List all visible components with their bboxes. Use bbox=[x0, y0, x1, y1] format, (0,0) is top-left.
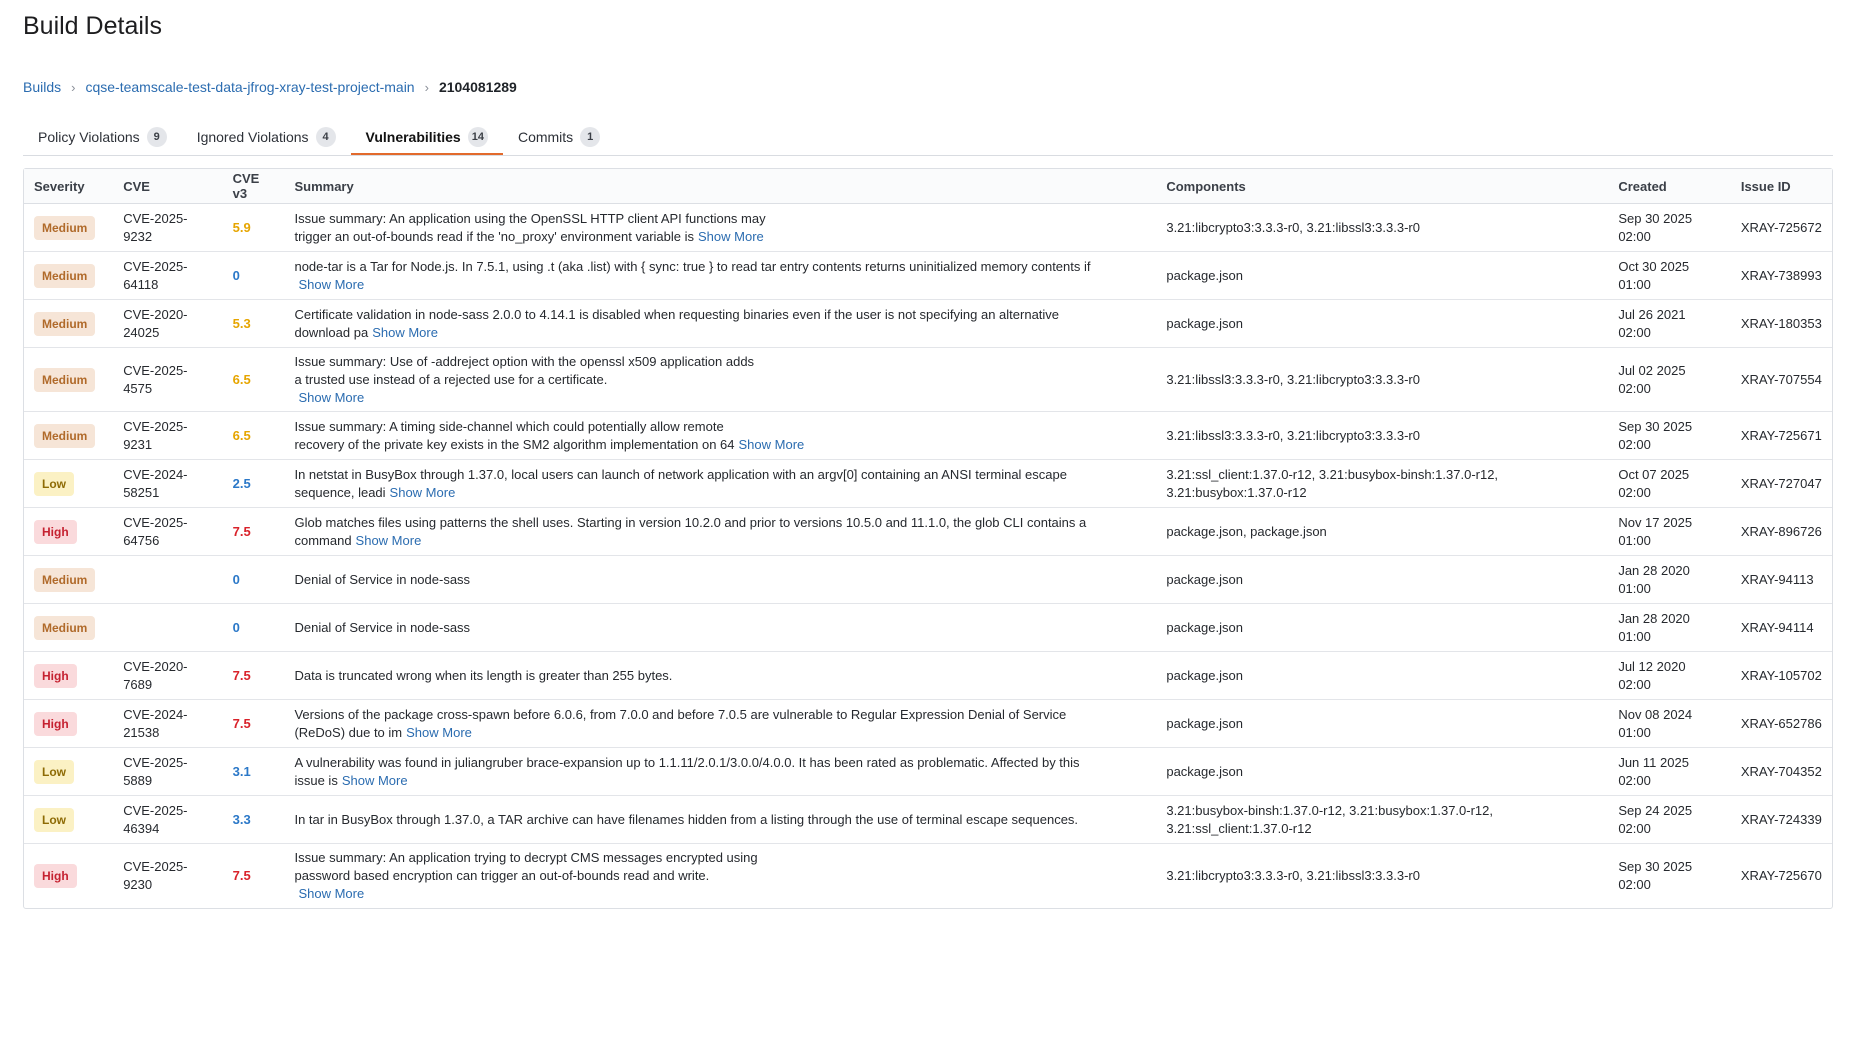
table-row[interactable] bbox=[24, 556, 1832, 604]
severity-cell bbox=[24, 796, 113, 844]
chevron-right-icon: › bbox=[424, 79, 429, 95]
severity-cell bbox=[24, 508, 113, 556]
show-more-link[interactable]: Show More bbox=[355, 532, 422, 548]
severity-badge: High bbox=[34, 520, 77, 544]
summary-text-line: sequence, leadi bbox=[294, 484, 386, 500]
cve-id-line: 24025 bbox=[123, 324, 160, 340]
issue-id-cell: XRAY-707554 bbox=[1731, 348, 1832, 412]
summary-cell bbox=[284, 844, 1156, 908]
summary-text-line: (ReDoS) due to im bbox=[294, 724, 403, 740]
created-cell bbox=[1608, 348, 1731, 412]
created-line: 02:00 bbox=[1618, 484, 1651, 500]
cve-id-line: 64756 bbox=[123, 532, 160, 548]
table-row[interactable] bbox=[24, 844, 1832, 908]
summary-text-line: Denial of Service in node-sass bbox=[294, 571, 471, 587]
created-line: Jul 02 2025 bbox=[1618, 362, 1686, 378]
summary-cell bbox=[284, 348, 1156, 412]
created-line: 02:00 bbox=[1618, 324, 1651, 340]
severity-badge: Medium bbox=[34, 424, 95, 448]
created-cell bbox=[1608, 508, 1731, 556]
severity-cell bbox=[24, 412, 113, 460]
cve-v3-cell bbox=[223, 748, 285, 796]
created-cell bbox=[1608, 652, 1731, 700]
created-line: Sep 24 2025 bbox=[1618, 802, 1693, 818]
severity-badge: Medium bbox=[34, 616, 95, 640]
table-row[interactable] bbox=[24, 604, 1832, 652]
table-row[interactable] bbox=[24, 252, 1832, 300]
cve-v3-cell bbox=[223, 796, 285, 844]
issue-id-cell: XRAY-94113 bbox=[1731, 556, 1832, 604]
show-more-link[interactable]: Show More bbox=[698, 228, 764, 244]
created-line: 02:00 bbox=[1618, 772, 1651, 788]
cve-id-line: CVE-2025- bbox=[123, 514, 188, 530]
components-cell bbox=[1156, 348, 1608, 412]
summary-text-line: Versions of the package cross-spawn before 6.0.6, from 7.0.0 and before 7.0.5 are vulnerable to Regular Expression Denial of Service bbox=[294, 706, 1067, 722]
tab-count-badge: 4 bbox=[316, 127, 336, 147]
cve-v3-score: 0 bbox=[232, 619, 240, 635]
component-line: 3.21:libcrypto3:3.3.3-r0, 3.21:libssl3:3.3.3-r0 bbox=[1166, 867, 1420, 883]
components-cell bbox=[1156, 748, 1608, 796]
issue-id-cell: XRAY-704352 bbox=[1731, 748, 1832, 796]
issue-id-cell: XRAY-105702 bbox=[1731, 652, 1832, 700]
cve-v3-cell bbox=[223, 204, 285, 252]
cve-cell bbox=[113, 796, 222, 844]
summary-text-line: Issue summary: A timing side-channel which could potentially allow remote bbox=[294, 418, 724, 434]
cve-v3-score: 6.5 bbox=[232, 371, 251, 387]
tab-label: Policy Violations bbox=[38, 129, 140, 145]
cve-id-line: CVE-2025- bbox=[123, 802, 188, 818]
chevron-right-icon: › bbox=[71, 79, 76, 95]
created-line: 01:00 bbox=[1618, 532, 1651, 548]
breadcrumb-current-build: 2104081289 bbox=[438, 79, 517, 95]
column-header-cve-v3[interactable]: CVE v3 bbox=[223, 169, 285, 204]
created-line: 01:00 bbox=[1618, 276, 1651, 292]
component-line: 3.21:ssl_client:1.37.0-r12 bbox=[1166, 820, 1312, 836]
component-line: package.json bbox=[1166, 667, 1243, 683]
table-row[interactable] bbox=[24, 348, 1832, 412]
issue-id-cell: XRAY-180353 bbox=[1731, 300, 1832, 348]
vulnerabilities-table bbox=[24, 169, 1832, 908]
created-cell bbox=[1608, 604, 1731, 652]
cve-v3-cell bbox=[223, 348, 285, 412]
tab-count-badge: 1 bbox=[580, 127, 600, 147]
components-cell bbox=[1156, 412, 1608, 460]
summary-text-line: recovery of the private key exists in the SM2 algorithm implementation on 64 bbox=[294, 436, 735, 452]
created-line: Oct 07 2025 bbox=[1618, 466, 1690, 482]
tab-count-badge: 14 bbox=[468, 127, 488, 147]
created-line: 02:00 bbox=[1618, 228, 1651, 244]
component-line: 3.21:libssl3:3.3.3-r0, 3.21:libcrypto3:3.3.3-r0 bbox=[1166, 371, 1420, 387]
component-line: 3.21:libcrypto3:3.3.3-r0, 3.21:libssl3:3.3.3-r0 bbox=[1166, 219, 1420, 235]
cve-cell bbox=[113, 604, 222, 652]
components-cell bbox=[1156, 844, 1608, 908]
components-cell bbox=[1156, 604, 1608, 652]
summary-cell bbox=[284, 796, 1156, 844]
summary-cell bbox=[284, 748, 1156, 796]
cve-v3-cell bbox=[223, 300, 285, 348]
cve-v3-score: 3.3 bbox=[232, 811, 251, 827]
table-row[interactable] bbox=[24, 460, 1832, 508]
cve-v3-score: 5.9 bbox=[232, 219, 251, 235]
summary-cell bbox=[284, 508, 1156, 556]
summary-text-line: Issue summary: An application using the OpenSSL HTTP client API functions may bbox=[294, 210, 766, 226]
summary-cell bbox=[284, 652, 1156, 700]
cve-cell bbox=[113, 556, 222, 604]
created-cell bbox=[1608, 300, 1731, 348]
severity-cell bbox=[24, 300, 113, 348]
breadcrumb bbox=[23, 78, 1833, 96]
cve-id-line: 58251 bbox=[123, 484, 160, 500]
component-line: package.json bbox=[1166, 571, 1243, 587]
table-row[interactable] bbox=[24, 204, 1832, 252]
show-more-link[interactable]: Show More bbox=[406, 724, 472, 740]
created-line: Sep 30 2025 bbox=[1618, 210, 1693, 226]
created-line: 02:00 bbox=[1618, 436, 1651, 452]
table-row[interactable] bbox=[24, 748, 1832, 796]
summary-cell bbox=[284, 556, 1156, 604]
summary-text-line: Certificate validation in node-sass 2.0.0 to 4.14.1 is disabled when requesting binaries even if the user is not specifying an alternative bbox=[294, 306, 1060, 322]
cve-id-line: CVE-2025- bbox=[123, 754, 188, 770]
issue-id-cell: XRAY-724339 bbox=[1731, 796, 1832, 844]
severity-badge: Medium bbox=[34, 264, 95, 288]
severity-cell bbox=[24, 460, 113, 508]
cve-id-line: CVE-2024- bbox=[123, 466, 188, 482]
summary-cell bbox=[284, 204, 1156, 252]
cve-id-line: CVE-2024- bbox=[123, 706, 188, 722]
severity-cell bbox=[24, 252, 113, 300]
summary-text-line: In netstat in BusyBox through 1.37.0, local users can launch of network application with an argv[0] containing an ANSI terminal escape bbox=[294, 466, 1067, 482]
vulnerabilities-table-container bbox=[23, 168, 1833, 909]
created-cell bbox=[1608, 844, 1731, 908]
cve-id-line: 5889 bbox=[123, 772, 153, 788]
summary-text-line: download pa bbox=[294, 324, 369, 340]
severity-badge: Low bbox=[34, 808, 74, 832]
created-line: Jan 28 2020 bbox=[1618, 562, 1690, 578]
cve-v3-cell bbox=[223, 700, 285, 748]
created-cell bbox=[1608, 204, 1731, 252]
column-header-components[interactable]: Components bbox=[1156, 169, 1608, 204]
cve-v3-score: 0 bbox=[232, 267, 240, 283]
summary-cell bbox=[284, 460, 1156, 508]
issue-id-cell: XRAY-725672 bbox=[1731, 204, 1832, 252]
component-line: 3.21:busybox:1.37.0-r12 bbox=[1166, 484, 1307, 500]
tab-label: Ignored Violations bbox=[196, 129, 309, 145]
severity-cell bbox=[24, 844, 113, 908]
severity-badge: Low bbox=[34, 760, 74, 784]
cve-cell bbox=[113, 412, 222, 460]
created-cell bbox=[1608, 556, 1731, 604]
table-row[interactable] bbox=[24, 652, 1832, 700]
severity-badge: High bbox=[34, 712, 77, 736]
column-header-created[interactable]: Created bbox=[1608, 169, 1731, 204]
table-row[interactable] bbox=[24, 412, 1832, 460]
severity-cell bbox=[24, 652, 113, 700]
cve-id-line: CVE-2020- bbox=[123, 306, 188, 322]
cve-cell bbox=[113, 652, 222, 700]
created-cell bbox=[1608, 252, 1731, 300]
created-line: Nov 08 2024 bbox=[1618, 706, 1693, 722]
issue-id-cell: XRAY-727047 bbox=[1731, 460, 1832, 508]
severity-cell bbox=[24, 700, 113, 748]
cve-id-line: 9232 bbox=[123, 228, 153, 244]
created-line: Jun 11 2025 bbox=[1618, 754, 1689, 770]
tab-commits[interactable] bbox=[503, 120, 615, 154]
created-line: 01:00 bbox=[1618, 628, 1651, 644]
cve-v3-cell bbox=[223, 604, 285, 652]
table-row[interactable] bbox=[24, 700, 1832, 748]
cve-id-line: 64118 bbox=[123, 276, 159, 292]
show-more-link[interactable]: Show More bbox=[298, 885, 365, 901]
breadcrumb-builds-link[interactable]: Builds bbox=[23, 79, 62, 95]
column-header-severity[interactable]: Severity bbox=[24, 169, 113, 204]
cve-v3-score: 2.5 bbox=[232, 475, 251, 491]
cve-v3-cell bbox=[223, 460, 285, 508]
summary-text-line: Issue summary: Use of -addreject option with the openssl x509 application adds bbox=[294, 353, 755, 369]
issue-id-cell: XRAY-738993 bbox=[1731, 252, 1832, 300]
column-header-issue-id[interactable]: Issue ID bbox=[1731, 169, 1832, 204]
created-line: 02:00 bbox=[1618, 876, 1651, 892]
show-more-link[interactable]: Show More bbox=[738, 436, 805, 452]
component-line: package.json bbox=[1166, 715, 1243, 731]
severity-badge: Medium bbox=[34, 568, 95, 592]
show-more-link[interactable]: Show More bbox=[341, 772, 408, 788]
summary-text-line: In tar in BusyBox through 1.37.0, a TAR archive can have filenames hidden from a listing through the use of terminal escape sequences. bbox=[294, 811, 1079, 827]
summary-text-line: password based encryption can trigger an out-of-bounds read and write. bbox=[294, 867, 710, 883]
created-cell bbox=[1608, 748, 1731, 796]
severity-cell bbox=[24, 556, 113, 604]
cve-v3-cell bbox=[223, 412, 285, 460]
table-body bbox=[24, 204, 1832, 908]
cve-id-line: 9230 bbox=[123, 876, 153, 892]
cve-id-line: 46394 bbox=[123, 820, 160, 836]
tab-label: Commits bbox=[517, 129, 574, 145]
summary-text-line: node-tar is a Tar for Node.js. In 7.5.1, using .t (aka .list) with { sync: true } to read tar entry contents returns uninitialized memory contents if bbox=[294, 258, 1091, 274]
cve-v3-cell bbox=[223, 508, 285, 556]
cve-id-line: 21538 bbox=[123, 724, 160, 740]
created-line: Nov 17 2025 bbox=[1618, 514, 1693, 530]
created-line: 02:00 bbox=[1618, 380, 1651, 396]
cve-v3-cell bbox=[223, 252, 285, 300]
created-cell bbox=[1608, 700, 1731, 748]
cve-v3-cell bbox=[223, 652, 285, 700]
cve-v3-score: 7.5 bbox=[232, 667, 251, 683]
cve-cell bbox=[113, 508, 222, 556]
summary-text-line: Denial of Service in node-sass bbox=[294, 619, 471, 635]
summary-cell bbox=[284, 412, 1156, 460]
cve-id-line: CVE-2020- bbox=[123, 658, 188, 674]
cve-v3-cell bbox=[223, 844, 285, 908]
cve-v3-score: 7.5 bbox=[232, 523, 251, 539]
cve-cell bbox=[113, 300, 222, 348]
column-header-cve[interactable]: CVE bbox=[113, 169, 222, 204]
severity-cell bbox=[24, 348, 113, 412]
table-row[interactable] bbox=[24, 508, 1832, 556]
issue-id-cell: XRAY-94114 bbox=[1731, 604, 1832, 652]
components-cell bbox=[1156, 652, 1608, 700]
created-cell bbox=[1608, 460, 1731, 508]
summary-cell bbox=[284, 604, 1156, 652]
cve-v3-score: 7.5 bbox=[232, 715, 251, 731]
created-line: Jan 28 2020 bbox=[1618, 610, 1690, 626]
component-line: package.json bbox=[1166, 267, 1243, 283]
severity-badge: High bbox=[34, 864, 77, 888]
cve-v3-score: 6.5 bbox=[232, 427, 251, 443]
cve-v3-score: 0 bbox=[232, 571, 240, 587]
cve-cell bbox=[113, 460, 222, 508]
components-cell bbox=[1156, 796, 1608, 844]
created-line: 01:00 bbox=[1618, 724, 1651, 740]
cve-id-line: CVE-2025- bbox=[123, 858, 188, 874]
severity-cell bbox=[24, 748, 113, 796]
created-line: 02:00 bbox=[1618, 676, 1651, 692]
created-line: Jul 12 2020 bbox=[1618, 658, 1686, 674]
created-cell bbox=[1608, 796, 1731, 844]
show-more-link[interactable]: Show More bbox=[389, 484, 456, 500]
issue-id-cell: XRAY-725671 bbox=[1731, 412, 1832, 460]
created-line: Sep 30 2025 bbox=[1618, 418, 1693, 434]
components-cell bbox=[1156, 204, 1608, 252]
table-row[interactable] bbox=[24, 796, 1832, 844]
summary-cell bbox=[284, 252, 1156, 300]
component-line: 3.21:libssl3:3.3.3-r0, 3.21:libcrypto3:3.3.3-r0 bbox=[1166, 427, 1420, 443]
cve-v3-score: 5.3 bbox=[232, 315, 251, 331]
page-title: Build Details bbox=[23, 12, 162, 40]
summary-text-line: trigger an out-of-bounds read if the 'no_proxy' environment variable is bbox=[294, 228, 694, 244]
severity-badge: Medium bbox=[34, 368, 95, 392]
show-more-link[interactable]: Show More bbox=[298, 276, 365, 292]
cve-cell bbox=[113, 204, 222, 252]
breadcrumb-project-link[interactable]: cqse-teamscale-test-data-jfrog-xray-test-project-main bbox=[85, 79, 415, 95]
cve-cell bbox=[113, 700, 222, 748]
cve-cell bbox=[113, 844, 222, 908]
tab-bar bbox=[23, 120, 1833, 156]
issue-id-cell: XRAY-896726 bbox=[1731, 508, 1832, 556]
cve-id-line: CVE-2025- bbox=[123, 418, 188, 434]
cve-v3-cell bbox=[223, 556, 285, 604]
component-line: package.json bbox=[1166, 315, 1243, 331]
component-line: package.json bbox=[1166, 619, 1243, 635]
severity-badge: Low bbox=[34, 472, 74, 496]
summary-text-line: Issue summary: An application trying to decrypt CMS messages encrypted using bbox=[294, 849, 758, 865]
component-line: 3.21:ssl_client:1.37.0-r12, 3.21:busybox-binsh:1.37.0-r12, bbox=[1166, 466, 1499, 482]
component-line: 3.21:busybox-binsh:1.37.0-r12, 3.21:busybox:1.37.0-r12, bbox=[1166, 802, 1494, 818]
show-more-link[interactable]: Show More bbox=[298, 389, 365, 405]
components-cell bbox=[1156, 508, 1608, 556]
summary-text-line: a trusted use instead of a rejected use for a certificate. bbox=[294, 371, 608, 387]
created-cell bbox=[1608, 412, 1731, 460]
show-more-link[interactable]: Show More bbox=[372, 324, 438, 340]
summary-cell bbox=[284, 700, 1156, 748]
severity-badge: Medium bbox=[34, 216, 95, 240]
cve-v3-score: 3.1 bbox=[232, 763, 251, 779]
cve-cell bbox=[113, 348, 222, 412]
table-row[interactable] bbox=[24, 300, 1832, 348]
cve-cell bbox=[113, 748, 222, 796]
summary-text-line: command bbox=[294, 532, 352, 548]
tab-ignored-violations[interactable] bbox=[182, 120, 351, 154]
cve-id-line: 9231 bbox=[123, 436, 153, 452]
tab-policy-violations[interactable] bbox=[23, 120, 182, 154]
components-cell bbox=[1156, 700, 1608, 748]
severity-badge: Medium bbox=[34, 312, 95, 336]
component-line: package.json, package.json bbox=[1166, 523, 1327, 539]
issue-id-cell: XRAY-652786 bbox=[1731, 700, 1832, 748]
cve-id-line: 7689 bbox=[123, 676, 153, 692]
component-line: package.json bbox=[1166, 763, 1243, 779]
cve-id-line: 4575 bbox=[123, 380, 153, 396]
components-cell bbox=[1156, 252, 1608, 300]
severity-cell bbox=[24, 204, 113, 252]
severity-cell bbox=[24, 604, 113, 652]
created-line: 02:00 bbox=[1618, 820, 1651, 836]
table-header-row bbox=[24, 169, 1832, 204]
summary-text-line: issue is bbox=[294, 772, 338, 788]
tab-label: Vulnerabilities bbox=[365, 128, 461, 145]
tab-count-badge: 9 bbox=[147, 127, 167, 147]
summary-text-line: A vulnerability was found in juliangruber brace-expansion up to 1.1.11/2.0.1/3.0.0/4.0.0. It has been rated as problematic. Affected by this bbox=[294, 754, 1080, 770]
summary-cell bbox=[284, 300, 1156, 348]
components-cell bbox=[1156, 556, 1608, 604]
summary-text-line: Glob matches files using patterns the shell uses. Starting in version 10.2.0 and prior to versions 10.5.0 and 11.1.0, the glob CLI contains a bbox=[294, 514, 1087, 530]
components-cell bbox=[1156, 300, 1608, 348]
components-cell bbox=[1156, 460, 1608, 508]
column-header-summary[interactable]: Summary bbox=[284, 169, 1156, 204]
tab-vulnerabilities[interactable] bbox=[351, 120, 503, 155]
summary-text-line: Data is truncated wrong when its length is greater than 255 bytes. bbox=[294, 667, 673, 683]
cve-v3-score: 7.5 bbox=[232, 867, 251, 883]
created-line: Jul 26 2021 bbox=[1618, 306, 1686, 322]
created-line: 01:00 bbox=[1618, 580, 1651, 596]
cve-id-line: CVE-2025- bbox=[123, 210, 188, 226]
cve-cell bbox=[113, 252, 222, 300]
severity-badge: High bbox=[34, 664, 77, 688]
cve-id-line: CVE-2025- bbox=[123, 362, 188, 378]
issue-id-cell: XRAY-725670 bbox=[1740, 867, 1822, 883]
cve-id-line: CVE-2025- bbox=[123, 258, 188, 274]
created-line: Oct 30 2025 bbox=[1618, 258, 1690, 274]
created-line: Sep 30 2025 bbox=[1618, 858, 1693, 874]
